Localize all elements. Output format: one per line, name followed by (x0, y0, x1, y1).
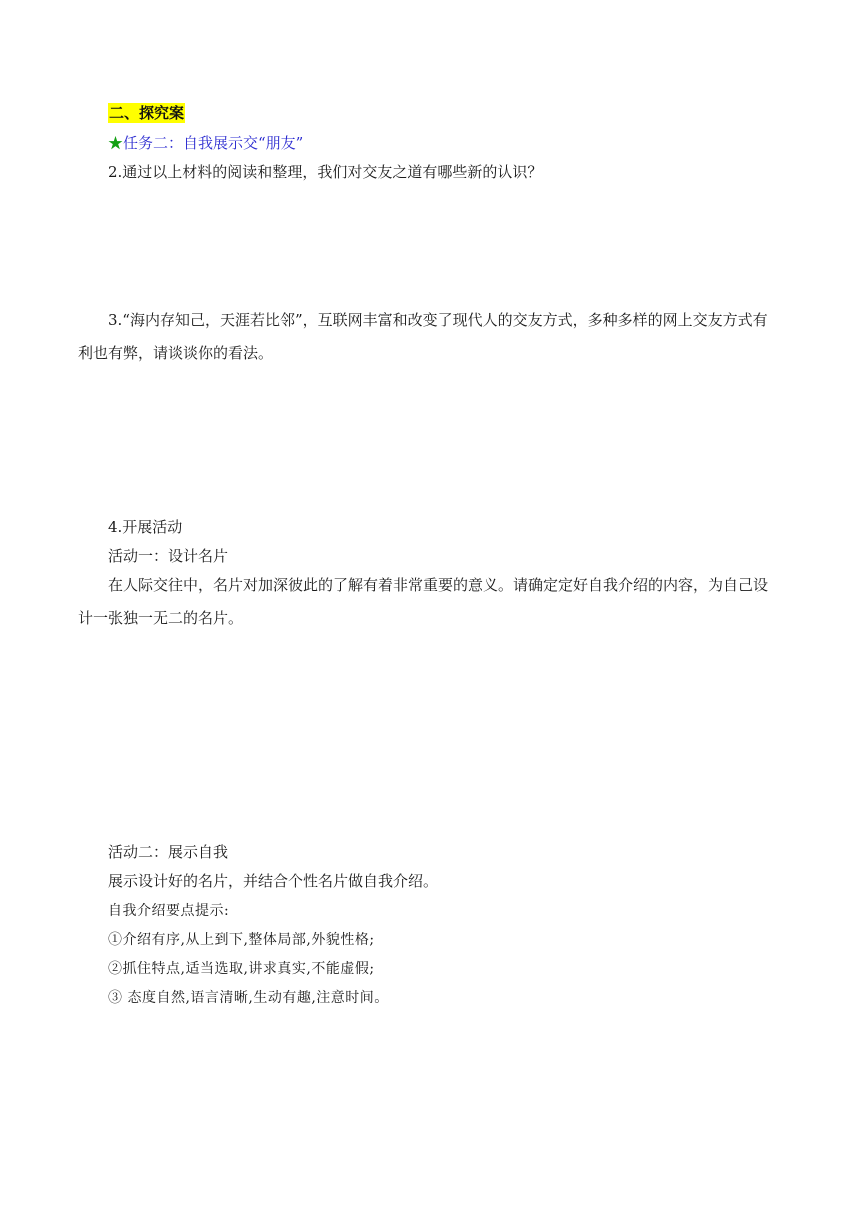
tip-item: ②抓住特点,适当选取,讲求真实,不能虚假; (108, 961, 375, 977)
question-4: 4.开展活动 (108, 518, 183, 536)
activity-1-body: 在人际交往中，名片对加深彼此的了解有着非常重要的意义。请确定定好自我介绍的内容，为自己设计一张独一无二的名片。 (78, 576, 769, 627)
activity-1-title: 活动一：设计名片 (108, 547, 229, 565)
question-2: 2.通过以上材料的阅读和整理，我们对交友之道有哪些新的认识？ (108, 163, 543, 181)
tip-item: ③ 态度自然,语言清晰,生动有趣,注意时间。 (108, 990, 389, 1006)
star-icon: ★ (108, 134, 124, 152)
activity-2-title: 活动二：展示自我 (108, 843, 229, 861)
task-title: 任务二：自我展示交“朋友” (123, 134, 304, 152)
tip-item: ①介绍有序,从上到下,整体局部,外貌性格; (108, 932, 375, 948)
activity-2-body: 展示设计好的名片，并结合个性名片做自我介绍。 (108, 872, 439, 890)
task-heading (108, 133, 303, 153)
question-3: 3.“海内存知己，天涯若比邻”，互联网丰富和改变了现代人的交友方式，多种多样的网上交友方式有利也有弊，请谈谈你的看法。 (78, 311, 768, 362)
tips-title: 自我介绍要点提示: (108, 903, 230, 919)
section-heading: 二、探究案 (109, 104, 185, 122)
